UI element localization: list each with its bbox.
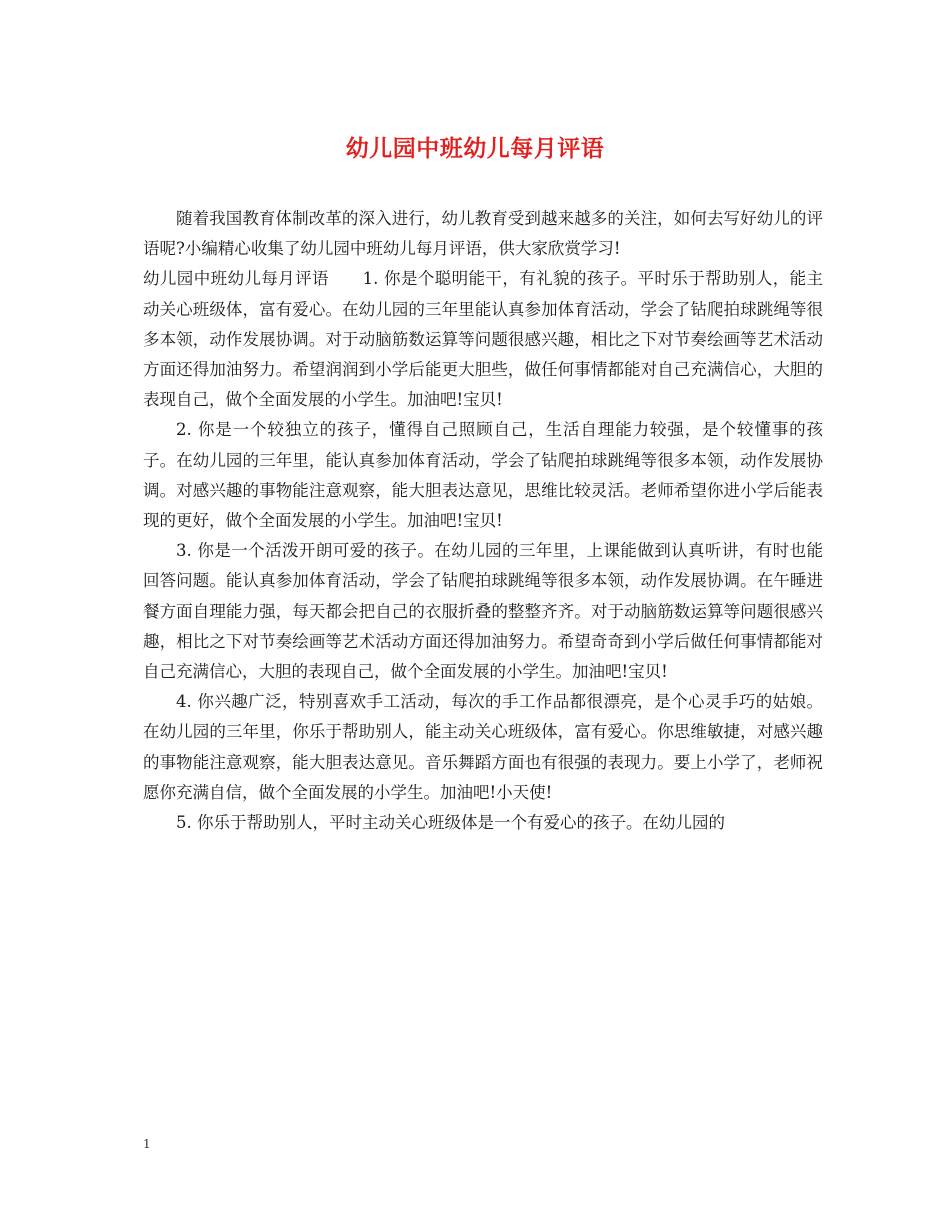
intro-paragraph: 随着我国教育体制改革的深入进行，幼儿教育受到越来越多的关注，如何去写好幼儿的评语呢?小编精心收集了幼儿园中班幼儿每月评语，供大家欣赏学习!: [143, 209, 823, 259]
comment-paragraph-4: 4. 你兴趣广泛，特别喜欢手工活动，每次的手工作品都很漂亮，是个心灵手巧的姑娘。在幼儿园的三年里，你乐于帮助别人，能主动关心班级体，富有爱心。你思维敏捷，对感兴趣的事物能注意观察，能大胆表达意见。音乐舞蹈方面也有很强的表现力。要上小学了，老师祝愿你充满自信，做个全面发展的小学生。加油吧!小天使!: [143, 692, 823, 802]
comment-paragraph-1: 幼儿园中班幼儿每月评语 1. 你是个聪明能干，有礼貌的孩子。平时乐于帮助别人，能主动关心班级体，富有爱心。在幼儿园的三年里能认真参加体育活动，学会了钻爬拍球跳绳等很多本领，动作发展协调。对于动脑筋数运算等问题很感兴趣，相比之下对节奏绘画等艺术活动方面还得加油努力。希望润润到小学后能更大胆些，做任何事情都能对自己充满信心，大胆的表现自己，做个全面发展的小学生。加油吧!宝贝!: [143, 269, 823, 410]
document-title: 幼儿园中班幼儿每月评语: [345, 135, 605, 162]
comment-paragraph-2: 2. 你是一个较独立的孩子，懂得自己照顾自己，生活自理能力较强，是个较懂事的孩子。在幼儿园的三年里，能认真参加体育活动，学会了钻爬拍球跳绳等很多本领，动作发展协调。对感兴趣的事物能注意观察，能大胆表达意见，思维比较灵活。老师希望你进小学后能表现的更好，做个全面发展的小学生。加油吧!宝贝!: [143, 420, 823, 531]
comment-paragraph-5: 5. 你乐于帮助别人，平时主动关心班级体是一个有爱心的孩子。在幼儿园的: [176, 813, 725, 833]
comment-paragraph-3: 3. 你是一个活泼开朗可爱的孩子。在幼儿园的三年里，上课能做到认真听讲，有时也能回答问题。能认真参加体育活动，学会了钻爬拍球跳绳等很多本领，动作发展协调。在午睡进餐方面自理能力强，每天都会把自己的衣服折叠的整整齐齐。对于动脑筋数运算等问题很感兴趣，相比之下对节奏绘画等艺术活动方面还得加油努力。希望奇奇到小学后做任何事情都能对自己充满信心，大胆的表现自己，做个全面发展的小学生。加油吧!宝贝!: [143, 541, 823, 682]
page-number: 1: [143, 1137, 151, 1151]
document-body: [143, 204, 823, 838]
